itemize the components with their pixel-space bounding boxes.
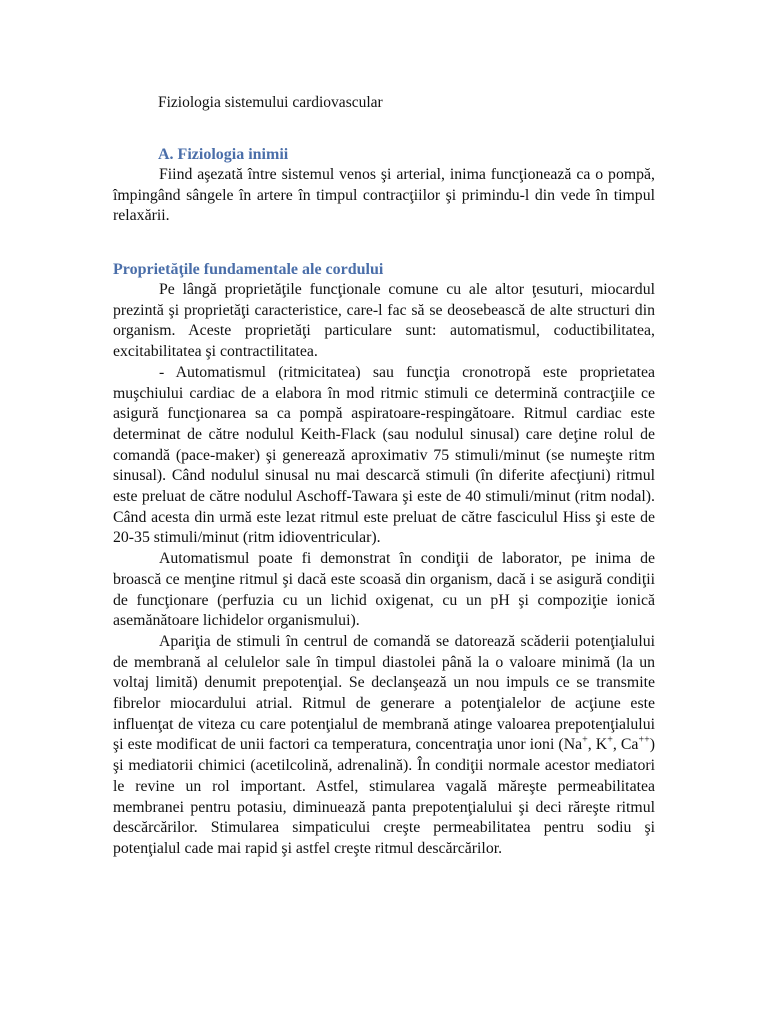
section-heading-fiziologia-inimii: A. Fiziologia inimii — [158, 146, 289, 163]
paragraph-potential-text-1: Apariţia de stimuli în centrul de comandă se datorează scăderii potenţialului de membrană al celulelor sale în timpul diastolei până la o valoare minimă (la un voltaj limită) denumit prepotenţial. Se declanşează un nou impuls ce se transmite fibrelor miocardului atrial. Ritmul de generare a potenţialelor de acţiune este influenţat de viteza cu care potenţialul de membrană atinge valoarea prepotenţialului şi este modificat de unii factori ca temperatura, concentraţia unor ioni (Na — [113, 632, 655, 754]
paragraph-potential-text-2: ) şi mediatorii chimici (acetilcolină, adrenalină). În condiţii normale acestor mediatori le revine un rol important. Astfel, stimularea vagală măreşte permeabilitatea membranei pentru potasiu, diminuează panta prepotenţialului şi deci răreşte ritmul descărcărilor. Stimularea simpaticului creşte permeabilitatea pentru sodiu şi potenţialul cade mai rapid şi astfel creşte ritmul descărcărilor. — [113, 736, 655, 857]
document-title: Fiziologia sistemului cardiovascular — [158, 94, 383, 111]
ion-na-charge: + — [582, 735, 588, 747]
ion-k-charge: + — [607, 735, 613, 747]
ion-separator-ca: , Ca — [612, 736, 639, 754]
paragraph-proprietati: Pe lângă proprietăţile funcţionale comune cu ale altor ţesuturi, miocardul prezintă şi proprietăţi caracteristice, care-l fac să se deosebească de alte structuri din organism. Aceste proprietăţi particulare sunt: automatismul, coductibilitatea, excitabilitatea şi contractilitatea. — [113, 281, 655, 361]
ion-ca-charge: ++ — [638, 735, 650, 747]
paragraph-potential — [113, 632, 655, 860]
paragraph-demonstratie: Automatismul poate fi demonstrat în condiţii de laborator, pe inima de broască ce menţine ritmul şi dacă este scoasă din organism, dacă i se asigură condiţii de funcţionare (perfuzia cu un lichid oxigenat, cu un pH şi compoziţie ionică asemănătoare lichidelor organismului). — [113, 550, 655, 630]
section-a-body — [113, 165, 655, 227]
subsection-body — [113, 280, 655, 860]
ion-separator-k: , K — [587, 736, 608, 754]
paragraph-automatismul: - Automatismul (ritmicitatea) sau funcţia cronotropă este proprietatea muşchiului cardiac de a elabora în mod ritmic stimuli ce determină contracţiile ce asigură funcţionarea sa ca pompă aspiratoare-respingătoare. Ritmul cardiac este determinat de către nodulul Keith-Flack (sau nodulul sinusal) care deţine rolul de comandă (pace-maker) şi generează aproximativ 75 stimuli/minut (se numeşte ritm sinusal). Când nodulul sinusal nu mai descarcă stimuli (în diferite afecţiuni) ritmul este preluat de către nodulul Aschoff-Tawara şi este de 40 stimuli/minut (ritm nodal). Când acesta din urmă este lezat ritmul este preluat de către fasciculul Hiss şi este de 20-35 stimuli/minut (ritm idioventricular). — [113, 363, 655, 547]
intro-paragraph: Fiind aşezată între sistemul venos şi arterial, inima funcţionează ca o pompă, împingând sângele în artere în timpul contracţiilor şi primindu-l din vede în timpul relaxării. — [113, 166, 655, 225]
subsection-heading-proprietati: Proprietăţile fundamentale ale cordului — [113, 261, 384, 278]
